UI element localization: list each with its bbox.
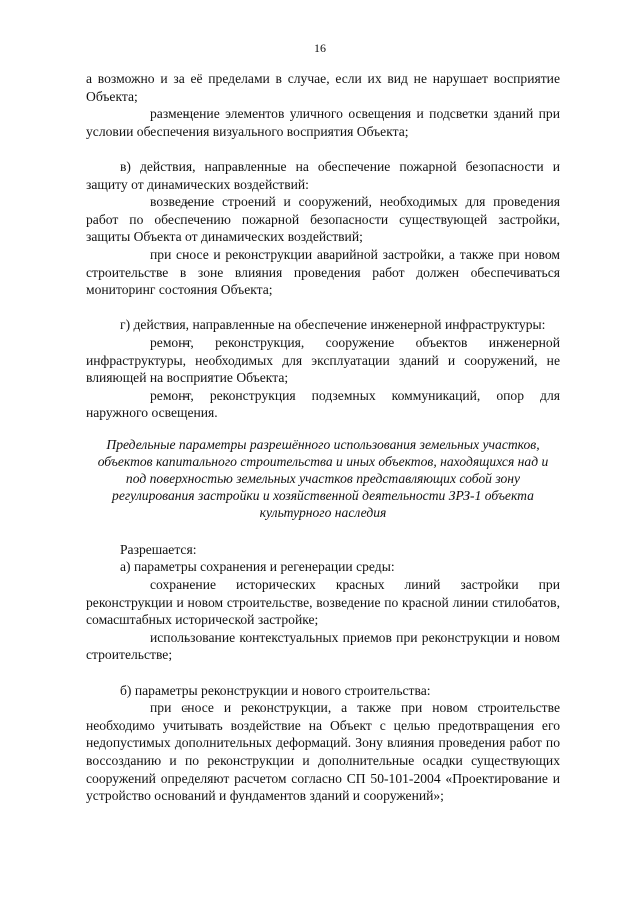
page-number: 16 bbox=[314, 41, 326, 55]
section-b-heading: б) параметры реконструкции и нового строительства: bbox=[120, 682, 431, 698]
section-title: Предельные параметры разрешённого использования земельных участков, объектов капитального строительства и иных объектов, находящихся над и под поверхностью земельных участков представляющих собой зону регулирования застройки и хозяйственной деятельности ЗРЗ-1 объекта культурного наследия bbox=[97, 436, 549, 520]
section-g-heading: г) действия, направленные на обеспечение инженерной инфраструктуры: bbox=[120, 317, 546, 333]
list-item-monitoring: - при сносе и реконструкции аварийной застройки, а также при новом строительстве в зоне влияния проведения работ должен обеспечиваться мониторинг состояния Объекта; bbox=[86, 246, 560, 299]
list-item-lighting: - размещение элементов уличного освещения и подсветки зданий при условии обеспечения визуального восприятия Объекта; bbox=[86, 105, 560, 140]
section-a-heading: а) параметры сохранения и регенерации среды: bbox=[120, 559, 395, 575]
list-item-fire-safety: - возведение строений и сооружений, необходимых для проведения работ по обеспечению пожарной безопасности существующей застройки, защиты Объекта от динамических воздействий; bbox=[86, 193, 560, 246]
list-item-utilities: - ремонт, реконструкция подземных коммуникаций, опор для наружного освещения. bbox=[86, 387, 560, 422]
paragraph-continuation: а возможно и за её пределами в случае, если их вид не нарушает восприятие Объекта; bbox=[86, 71, 560, 104]
section-v-heading: в) действия, направленные на обеспечение пожарной безопасности и защиту от динамических воздействий: bbox=[86, 158, 560, 192]
list-item-red-lines: - сохранение исторических красных линий застройки при реконструкции и новом строительстве, возведение по красной линии стилобатов, сомасштабных исторической застройке; bbox=[86, 576, 560, 629]
list-item-infrastructure: - ремонт, реконструкция, сооружение объектов инженерной инфраструктуры, необходимых для эксплуатации зданий и сооружений, не влияющей на восприятие Объекта; bbox=[86, 334, 560, 387]
list-item-demolition: - при сносе и реконструкции, а также при новом строительстве необходимо учитывать воздействие на Объект с целью предотвращения его недопустимых дополнительных деформаций. Зону влияния проведения работ по воссозданию и по реконструкции и дополнительные осадки существующих сооружений определяют расчетом согласно СП 50-101-2004 «Проектирование и устройство оснований и фундаментов зданий и сооружений»; bbox=[86, 699, 560, 805]
permitted-label: Разрешается: bbox=[120, 541, 197, 557]
list-item-contextual: - использование контекстуальных приемов при реконструкции и новом строительстве; bbox=[86, 629, 560, 664]
document-body bbox=[86, 70, 560, 805]
